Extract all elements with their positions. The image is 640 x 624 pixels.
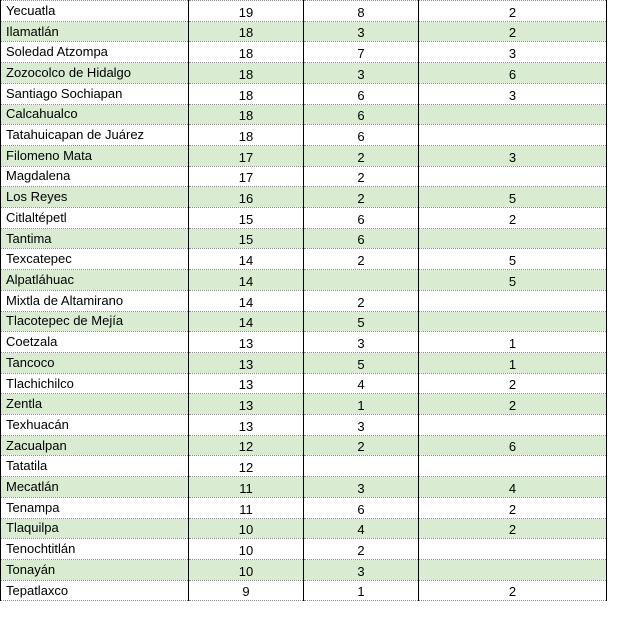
table-row xyxy=(1,228,607,249)
municipality-name-cell[interactable]: Tlaquilpa xyxy=(1,518,189,539)
value-cell-2[interactable]: 6 xyxy=(304,228,419,249)
table-row xyxy=(1,63,607,84)
value-cell-2[interactable]: 6 xyxy=(304,125,419,146)
value-cell-3[interactable]: 2 xyxy=(419,394,607,415)
table-row xyxy=(1,290,607,311)
value-cell-2[interactable]: 2 xyxy=(304,539,419,560)
municipality-name-cell[interactable]: Tepatlaxco xyxy=(1,580,189,601)
value-cell-2[interactable]: 8 xyxy=(304,1,419,22)
municipality-name-cell[interactable]: Calcahualco xyxy=(1,104,189,125)
value-cell-1[interactable]: 19 xyxy=(189,1,304,22)
table-row xyxy=(1,83,607,104)
table-row xyxy=(1,373,607,394)
municipality-name-cell[interactable]: Zozocolco de Hidalgo xyxy=(1,63,189,84)
table-row xyxy=(1,208,607,229)
value-cell-2[interactable]: 3 xyxy=(304,21,419,42)
municipality-name-cell[interactable]: Soledad Atzompa xyxy=(1,42,189,63)
value-cell-3[interactable]: 5 xyxy=(419,270,607,291)
value-cell-1[interactable]: 9 xyxy=(189,580,304,601)
table-row xyxy=(1,311,607,332)
value-cell-3[interactable]: 3 xyxy=(419,83,607,104)
value-cell-1[interactable]: 13 xyxy=(189,394,304,415)
value-cell-2[interactable]: 2 xyxy=(304,435,419,456)
value-cell-1[interactable]: 10 xyxy=(189,559,304,580)
table-row xyxy=(1,415,607,436)
value-cell-2[interactable]: 6 xyxy=(304,83,419,104)
value-cell-3[interactable]: 2 xyxy=(419,580,607,601)
value-cell-3[interactable]: 2 xyxy=(419,518,607,539)
value-cell-3[interactable]: 6 xyxy=(419,435,607,456)
table-row xyxy=(1,332,607,353)
municipality-name-cell[interactable]: Tatahuicapan de Juárez xyxy=(1,125,189,146)
value-cell-1[interactable]: 15 xyxy=(189,228,304,249)
value-cell-2[interactable]: 3 xyxy=(304,415,419,436)
value-cell-2[interactable]: 6 xyxy=(304,208,419,229)
value-cell-2[interactable]: 5 xyxy=(304,352,419,373)
value-cell-1[interactable]: 11 xyxy=(189,497,304,518)
value-cell-1[interactable]: 11 xyxy=(189,477,304,498)
municipality-name-cell[interactable]: Citlaltépetl xyxy=(1,208,189,229)
value-cell-3[interactable] xyxy=(419,415,607,436)
table-row xyxy=(1,580,607,601)
value-cell-1[interactable]: 13 xyxy=(189,352,304,373)
table-body xyxy=(1,1,607,601)
value-cell-1[interactable]: 10 xyxy=(189,539,304,560)
value-cell-3[interactable] xyxy=(419,311,607,332)
value-cell-1[interactable]: 10 xyxy=(189,518,304,539)
table-row xyxy=(1,352,607,373)
value-cell-2[interactable]: 6 xyxy=(304,104,419,125)
value-cell-2[interactable]: 5 xyxy=(304,311,419,332)
value-cell-2[interactable]: 2 xyxy=(304,166,419,187)
table-row xyxy=(1,42,607,63)
value-cell-2[interactable]: 6 xyxy=(304,497,419,518)
table-row xyxy=(1,125,607,146)
value-cell-2[interactable] xyxy=(304,270,419,291)
table-row xyxy=(1,518,607,539)
value-cell-1[interactable]: 13 xyxy=(189,373,304,394)
table-row xyxy=(1,539,607,560)
table-row xyxy=(1,497,607,518)
table-row xyxy=(1,477,607,498)
value-cell-3[interactable] xyxy=(419,539,607,560)
table-row xyxy=(1,1,607,22)
municipality-name-cell[interactable]: Santiago Sochiapan xyxy=(1,83,189,104)
value-cell-3[interactable]: 2 xyxy=(419,497,607,518)
value-cell-1[interactable]: 14 xyxy=(189,270,304,291)
value-cell-3[interactable] xyxy=(419,228,607,249)
value-cell-2[interactable]: 2 xyxy=(304,145,419,166)
value-cell-3[interactable] xyxy=(419,559,607,580)
municipality-name-cell[interactable]: Tlacotepec de Mejía xyxy=(1,311,189,332)
value-cell-2[interactable]: 4 xyxy=(304,373,419,394)
value-cell-3[interactable]: 2 xyxy=(419,373,607,394)
table-row xyxy=(1,270,607,291)
value-cell-1[interactable]: 18 xyxy=(189,83,304,104)
value-cell-1[interactable]: 12 xyxy=(189,435,304,456)
value-cell-2[interactable]: 2 xyxy=(304,187,419,208)
value-cell-2[interactable]: 3 xyxy=(304,332,419,353)
value-cell-1[interactable]: 15 xyxy=(189,208,304,229)
municipality-name-cell[interactable]: Mixtla de Altamirano xyxy=(1,290,189,311)
value-cell-3[interactable]: 5 xyxy=(419,187,607,208)
value-cell-2[interactable]: 3 xyxy=(304,559,419,580)
value-cell-2[interactable] xyxy=(304,456,419,477)
value-cell-1[interactable]: 17 xyxy=(189,166,304,187)
table-row xyxy=(1,456,607,477)
value-cell-2[interactable]: 1 xyxy=(304,580,419,601)
municipality-name-cell[interactable]: Tonayán xyxy=(1,559,189,580)
value-cell-3[interactable]: 1 xyxy=(419,332,607,353)
value-cell-2[interactable]: 1 xyxy=(304,394,419,415)
municipality-name-cell[interactable]: Texcatepec xyxy=(1,249,189,270)
table-row xyxy=(1,145,607,166)
value-cell-1[interactable]: 14 xyxy=(189,249,304,270)
table-row xyxy=(1,187,607,208)
municipality-name-cell[interactable]: Mecatlán xyxy=(1,477,189,498)
table-row xyxy=(1,249,607,270)
value-cell-1[interactable]: 18 xyxy=(189,125,304,146)
value-cell-3[interactable] xyxy=(419,104,607,125)
municipality-name-cell[interactable]: Zentla xyxy=(1,394,189,415)
value-cell-1[interactable]: 18 xyxy=(189,104,304,125)
value-cell-1[interactable]: 12 xyxy=(189,456,304,477)
value-cell-3[interactable] xyxy=(419,290,607,311)
value-cell-2[interactable]: 3 xyxy=(304,63,419,84)
value-cell-3[interactable]: 2 xyxy=(419,21,607,42)
municipality-name-cell[interactable]: Alpatláhuac xyxy=(1,270,189,291)
municipality-name-cell[interactable]: Coetzala xyxy=(1,332,189,353)
municipality-name-cell[interactable]: Yecuatla xyxy=(1,1,189,22)
value-cell-3[interactable]: 2 xyxy=(419,208,607,229)
municipality-name-cell[interactable]: Los Reyes xyxy=(1,187,189,208)
municipality-name-cell[interactable]: Magdalena xyxy=(1,166,189,187)
municipality-name-cell[interactable]: Texhuacán xyxy=(1,415,189,436)
value-cell-1[interactable]: 13 xyxy=(189,332,304,353)
value-cell-2[interactable]: 4 xyxy=(304,518,419,539)
value-cell-2[interactable]: 7 xyxy=(304,42,419,63)
value-cell-3[interactable]: 1 xyxy=(419,352,607,373)
municipality-name-cell[interactable]: Ilamatlán xyxy=(1,21,189,42)
value-cell-1[interactable]: 18 xyxy=(189,21,304,42)
value-cell-3[interactable]: 4 xyxy=(419,477,607,498)
value-cell-1[interactable]: 14 xyxy=(189,311,304,332)
table-row xyxy=(1,559,607,580)
value-cell-1[interactable]: 17 xyxy=(189,145,304,166)
value-cell-3[interactable]: 6 xyxy=(419,63,607,84)
value-cell-3[interactable] xyxy=(419,125,607,146)
municipality-name-cell[interactable]: Tenampa xyxy=(1,497,189,518)
municipality-name-cell[interactable]: Tenochtitlán xyxy=(1,539,189,560)
value-cell-2[interactable]: 2 xyxy=(304,249,419,270)
municipality-name-cell[interactable]: Tlachichilco xyxy=(1,373,189,394)
municipality-name-cell[interactable]: Zacualpan xyxy=(1,435,189,456)
value-cell-1[interactable]: 18 xyxy=(189,42,304,63)
value-cell-1[interactable]: 16 xyxy=(189,187,304,208)
table-row xyxy=(1,166,607,187)
value-cell-3[interactable] xyxy=(419,166,607,187)
value-cell-3[interactable]: 3 xyxy=(419,42,607,63)
value-cell-2[interactable]: 3 xyxy=(304,477,419,498)
value-cell-2[interactable]: 2 xyxy=(304,290,419,311)
municipality-name-cell[interactable]: Tancoco xyxy=(1,352,189,373)
table-row xyxy=(1,21,607,42)
municipality-name-cell[interactable]: Filomeno Mata xyxy=(1,145,189,166)
table-row xyxy=(1,394,607,415)
municipality-name-cell[interactable]: Tantima xyxy=(1,228,189,249)
table-row xyxy=(1,104,607,125)
value-cell-1[interactable]: 18 xyxy=(189,63,304,84)
value-cell-1[interactable]: 13 xyxy=(189,415,304,436)
table-row xyxy=(1,435,607,456)
value-cell-3[interactable] xyxy=(419,456,607,477)
value-cell-1[interactable]: 14 xyxy=(189,290,304,311)
municipality-name-cell[interactable]: Tatatila xyxy=(1,456,189,477)
value-cell-3[interactable]: 2 xyxy=(419,1,607,22)
value-cell-3[interactable]: 5 xyxy=(419,249,607,270)
value-cell-3[interactable]: 3 xyxy=(419,145,607,166)
